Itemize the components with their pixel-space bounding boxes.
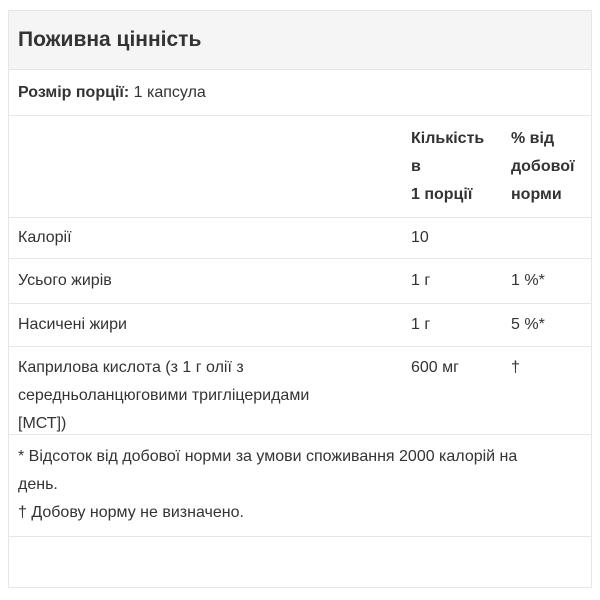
nutrition-facts-panel	[8, 10, 592, 588]
table-row	[9, 259, 591, 304]
nutrient-name: Насичені жири	[18, 316, 127, 333]
header-amount-line: Кількість	[411, 130, 485, 147]
header-amount-cell	[403, 125, 503, 209]
panel-title: Поживна цінність	[9, 11, 591, 70]
nutrient-amount: 10	[411, 229, 429, 246]
nutrient-daily-value: 5 %*	[511, 316, 545, 333]
serving-size-label: Розмір порції:	[18, 83, 130, 101]
table-row	[9, 304, 591, 347]
header-daily-cell	[503, 125, 591, 209]
table-header-row	[9, 116, 591, 218]
nutrient-name-line: середньоланцюговими тригліцеридами	[18, 387, 310, 404]
header-daily-line: % від	[511, 130, 555, 147]
table-row	[9, 347, 591, 435]
nutrient-daily-value: †	[511, 359, 520, 376]
footnote-line: * Відсоток від добової норми за умови споживання 2000 калорій на	[18, 448, 518, 465]
nutrient-name: Усього жирів	[18, 272, 112, 289]
header-daily-line: норми	[511, 186, 562, 203]
nutrient-name-line: Каприлова кислота (з 1 г олії з	[18, 359, 244, 376]
nutrient-amount: 1 г	[411, 316, 431, 333]
nutrient-daily-value: 1 %*	[511, 272, 545, 289]
serving-size-value: 1 капсула	[133, 83, 206, 101]
serving-size	[9, 70, 591, 116]
nutrient-name-line: [МСТ])	[18, 415, 67, 432]
nutrient-amount: 600 мг	[411, 359, 459, 376]
footnote-line: день.	[18, 476, 58, 493]
nutrient-amount: 1 г	[411, 272, 431, 289]
footnotes	[9, 435, 591, 537]
header-daily-line: добової	[511, 158, 575, 175]
header-amount-line: 1 порції	[411, 186, 473, 203]
header-amount-line: в	[411, 158, 421, 175]
nutrient-name: Калорії	[18, 229, 72, 246]
nutrient-name	[9, 354, 403, 438]
footnote-line: † Добову норму не визначено.	[18, 504, 244, 521]
table-row	[9, 218, 591, 259]
